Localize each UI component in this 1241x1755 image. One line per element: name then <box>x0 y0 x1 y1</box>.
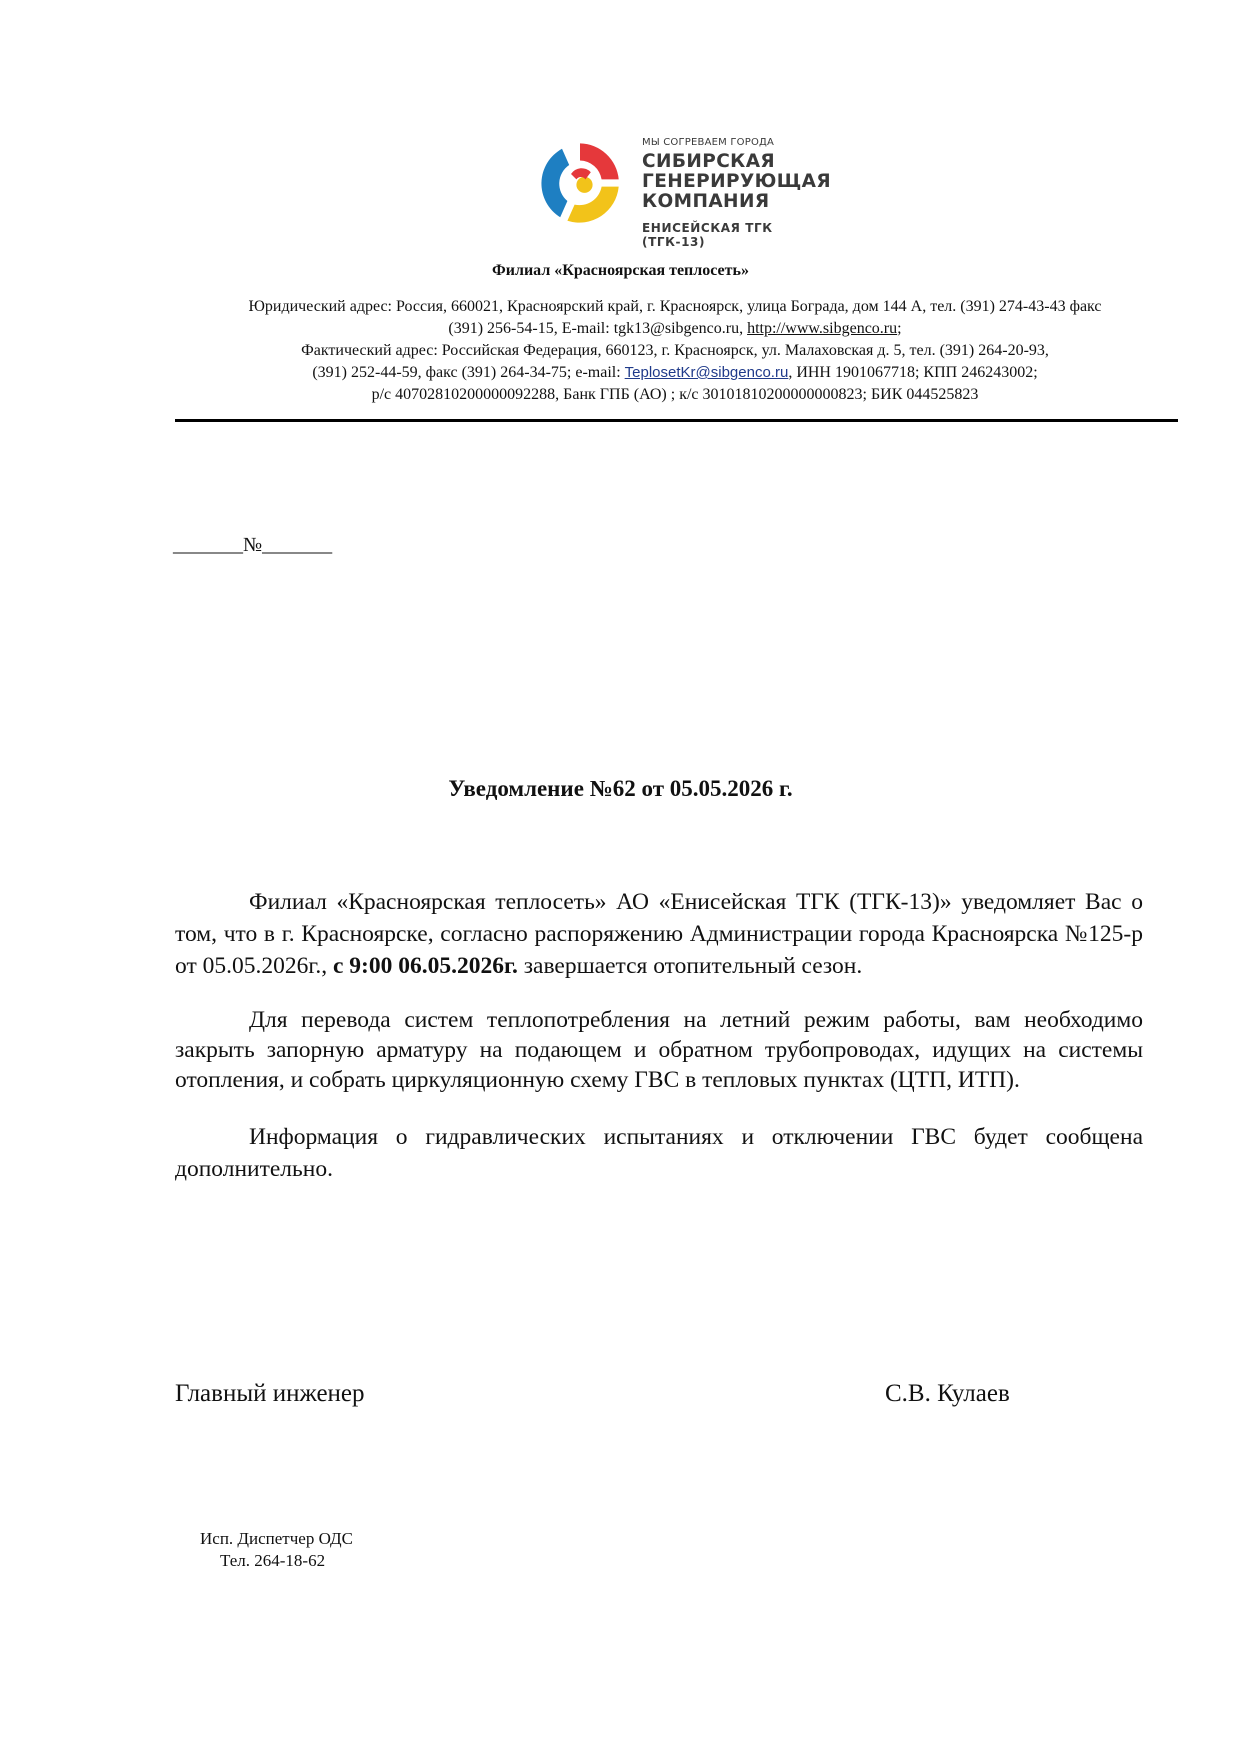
signer-name: С.В. Кулаев <box>885 1380 1010 1407</box>
logo-name-line2: ГЕНЕРИРУЮЩАЯ <box>642 171 832 192</box>
logo-wordmark <box>642 137 835 249</box>
company-logo <box>535 130 835 249</box>
season-end-datetime: с 9:00 06.05.2026г. <box>332 953 518 979</box>
signer-position: Главный инженер <box>175 1380 365 1407</box>
paragraph-2 <box>175 1005 1143 1095</box>
paragraph-3 <box>175 1121 1143 1185</box>
logo-tagline: МЫ СОГРЕВАЕМ ГОРОДА <box>642 137 775 148</box>
paragraph-1-end: завершается отопительный сезон. <box>517 953 863 979</box>
paragraph-3-text: Информация о гидравлических испытаниях и отключении ГВС будет сообщена дополнительно. <box>175 1124 1143 1182</box>
actual-address-line2 <box>170 362 1180 384</box>
tax-ids: , ИНН 1901067718; КПП 246243002; <box>788 364 1038 381</box>
legal-address-line2 <box>170 318 1180 340</box>
registration-number: _______№_______ <box>173 534 333 556</box>
logo-emblem-icon <box>535 138 625 228</box>
legal-suffix: ; <box>897 320 902 337</box>
legal-address-line1: Юридический адрес: Россия, 660021, Красноярский край, г. Красноярск, улица Бограда, дом 144 А, тел. (391) 274-43-43 факс <box>248 298 1102 315</box>
email-link[interactable]: TeplosetKr@sibgenco.ru <box>624 364 789 381</box>
bank-details: р/с 40702810200000092288, Банк ГПБ (АО) ; к/с 30101810200000000823; БИК 044525823 <box>371 386 979 403</box>
paragraph-2-text: Для перевода систем теплопотребления на летний режим работы, вам необходимо закрыть запорную арматуру на подающем и обратном трубопроводах, идущих на системы отопления, и собрать циркуляционную схему ГВС в тепловых пунктах (ЦТП, ИТП). <box>175 1007 1143 1093</box>
logo-name-line3: КОМПАНИЯ <box>642 191 770 212</box>
actual-address-line1: Фактический адрес: Российская Федерация, 660123, г. Красноярск, ул. Малаховская д. 5, тел. (391) 264-20-93, <box>301 342 1049 359</box>
executor-info <box>200 1528 353 1572</box>
document-title: Уведомление №62 от 05.05.2026 г. <box>448 776 793 801</box>
website-link[interactable]: http://www.sibgenco.ru <box>747 320 898 337</box>
executor-phone: Тел. 264-18-62 <box>220 1551 326 1570</box>
branch-name: Филиал «Красноярская теплосеть» <box>492 262 749 279</box>
executor-role: Исп. Диспетчер ОДС <box>200 1529 353 1548</box>
header-divider <box>175 419 1178 422</box>
paragraph-1 <box>175 886 1143 982</box>
legal-contacts: (391) 256-54-15, E-mail: tgk13@sibgenco.ru, <box>448 320 748 337</box>
company-requisites <box>170 296 1180 406</box>
logo-subtitle: ЕНИСЕЙСКАЯ ТГК (ТГК-13) <box>642 221 773 249</box>
paragraph-1-text: Филиал «Красноярская теплосеть» АО «Енисейская ТГК (ТГК-13)» уведомляет Вас о том, что в г. Красноярске, согласно распоряжению Администрации города Красноярска №125-р от 05.05.2026г., <box>175 889 1143 979</box>
actual-contacts: (391) 252-44-59, факс (391) 264-34-75; e-mail: <box>312 364 625 381</box>
logo-name-line1: СИБИРСКАЯ <box>642 151 776 172</box>
